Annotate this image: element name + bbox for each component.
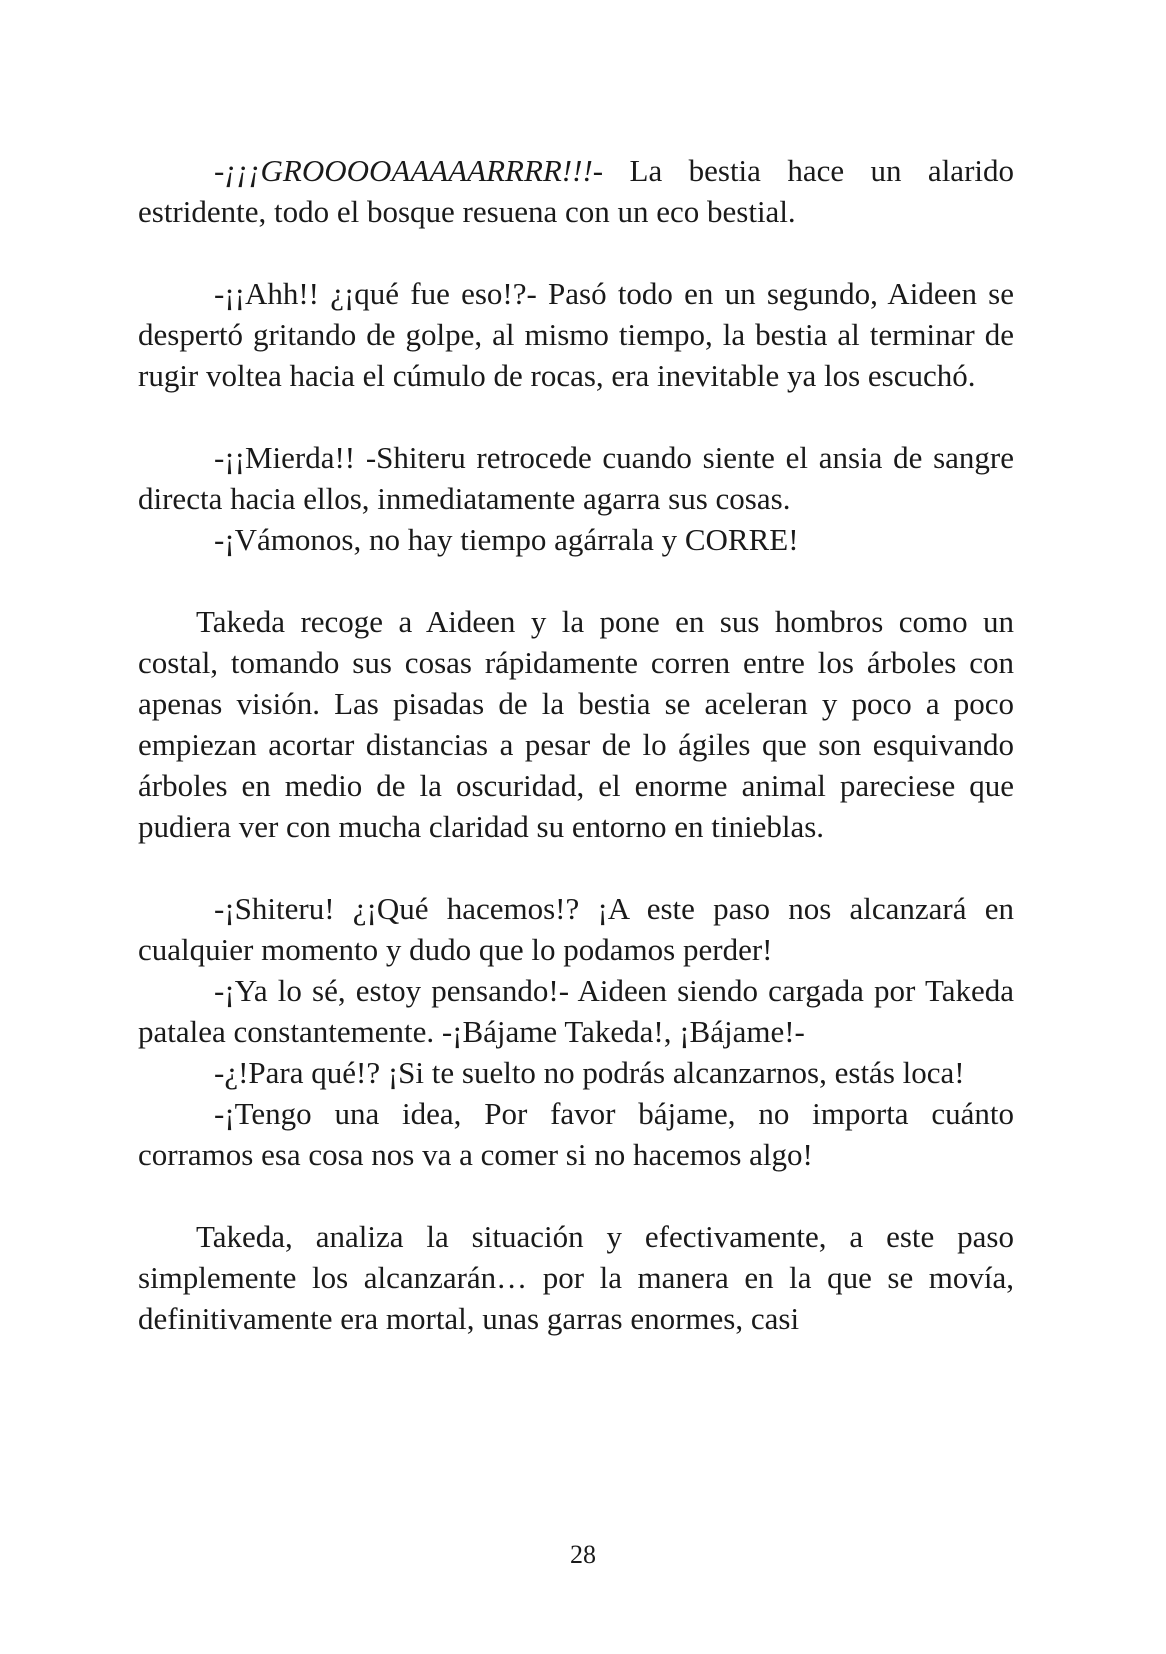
paragraph-ya-lo-se: -¡Ya lo sé, estoy pensando!- Aideen siendo cargada por Takeda patalea constantemente. -¡Bájame Takeda!, ¡Bájame!-: [138, 973, 1014, 1049]
paragraph-takeda-analiza: Takeda, analiza la situación y efectivamente, a este paso simplemente los alcanzarán… por la manera en la que se movía, definitivamente era mortal, unas garras enormes, casi: [138, 1219, 1014, 1336]
paragraph-para-que: -¿!Para qué!? ¡Si te suelto no podrás alcanzarnos, estás loca!: [214, 1055, 965, 1090]
italic-roar: -¡¡¡GROOOOAAAAARRRR!!!: [214, 153, 593, 188]
page-body: [138, 150, 1014, 1339]
paragraph-takeda-recoge: Takeda recoge a Aideen y la pone en sus hombros como un costal, tomando sus cosas rápidamente corren entre los árboles con apenas visión. Las pisadas de la bestia se aceleran y poco a poco empiezan acortar distancias a pesar de lo ágiles que son esquivando árboles en medio de la oscuridad, el enorme animal pareciese que pudiera ver con mucha claridad su entorno en tinieblas.: [138, 604, 1014, 844]
paragraph-text: - La bestia hace un alarido estridente, todo el bosque resuena con un eco bestial.: [138, 153, 1014, 229]
paragraph-mierda: -¡¡Mierda!! -Shiteru retrocede cuando siente el ansia de sangre directa hacia ellos, inmediatamente agarra sus cosas.: [138, 440, 1014, 516]
paragraph-vamonos: -¡Vámonos, no hay tiempo agárrala y CORRE!: [214, 522, 799, 557]
paragraph-tengo-una-idea: -¡Tengo una idea, Por favor bájame, no importa cuánto corramos esa cosa nos va a comer si no hacemos algo!: [138, 1096, 1014, 1172]
page-number: 28: [570, 1540, 596, 1569]
paragraph-shiteru-que-hacemos: -¡Shiteru! ¿¡Qué hacemos!? ¡A este paso nos alcanzará en cualquier momento y dudo que lo podamos perder!: [138, 891, 1014, 967]
paragraph-roar: [138, 150, 1014, 232]
paragraph-ahh: -¡¡Ahh!! ¿¡qué fue eso!?- Pasó todo en un segundo, Aideen se despertó gritando de golpe, al mismo tiempo, la bestia al terminar de rugir voltea hacia el cúmulo de rocas, era inevitable ya los escuchó.: [138, 276, 1014, 393]
